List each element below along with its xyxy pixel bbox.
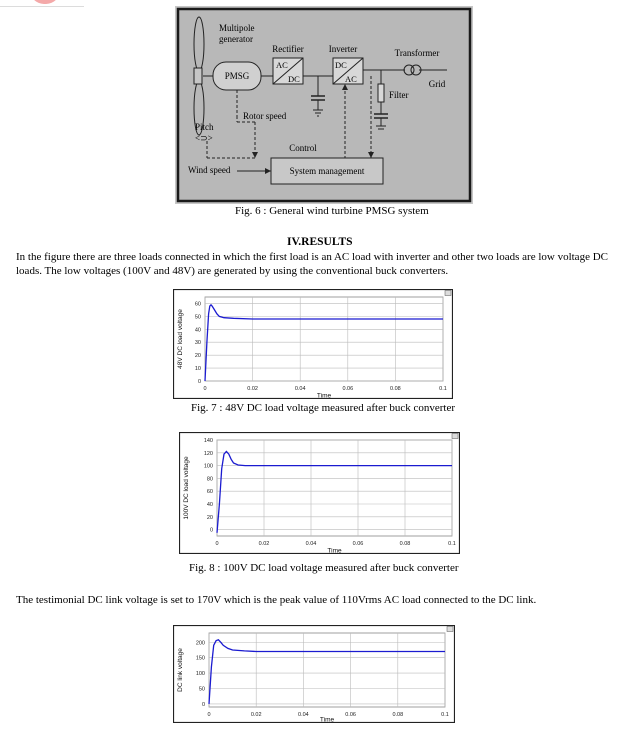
rectifier-ac-label: AC xyxy=(276,60,288,70)
transformer-label: Transformer xyxy=(394,48,440,58)
y-tick-label: 150 xyxy=(195,655,205,662)
y-tick-label: 0 xyxy=(197,379,201,385)
paragraph-dc-link: The testimonial DC link voltage is set to 170V which is the peak value of 110Vrms AC load connected to the DC link. xyxy=(16,594,537,606)
plot-area xyxy=(217,440,452,536)
pmsg-label: PMSG xyxy=(224,71,250,81)
fig7-chart xyxy=(173,289,453,399)
generator-label-line1: Multipole xyxy=(219,23,255,33)
rectifier-label: Rectifier xyxy=(272,44,304,54)
y-tick-label: 140 xyxy=(203,438,213,444)
y-tick-label: 100 xyxy=(195,671,205,678)
inverter-label: Inverter xyxy=(328,44,358,54)
x-axis-label: Time xyxy=(316,392,332,399)
x-tick-label: 0 xyxy=(203,386,207,392)
inverter-ac-label: AC xyxy=(345,74,357,84)
y-tick-label: 10 xyxy=(194,366,201,373)
corner-marker-icon xyxy=(452,434,458,439)
rotor-speed-label: Rotor speed xyxy=(243,111,287,121)
y-tick-label: 20 xyxy=(206,514,213,521)
x-tick-label: 0.04 xyxy=(298,712,309,718)
y-tick-label: 80 xyxy=(206,476,213,483)
y-tick-label: 60 xyxy=(206,489,213,496)
y-tick-label: 120 xyxy=(203,450,213,457)
x-tick-label: 0.08 xyxy=(392,712,404,718)
filter-resistor-icon xyxy=(378,84,384,102)
x-tick-label: 0.02 xyxy=(258,541,270,547)
y-tick-label: 50 xyxy=(198,686,205,693)
fig6-diagram xyxy=(175,6,473,204)
x-tick-label: 0.02 xyxy=(247,386,258,392)
fig6-caption: Fig. 6 : General wind turbine PMSG system xyxy=(235,205,429,217)
pitch-label: Pitch xyxy=(195,122,214,132)
x-tick-label: 0 xyxy=(207,712,211,718)
y-tick-label: 100 xyxy=(203,463,213,470)
grid-label: Grid xyxy=(428,79,446,89)
plot-area xyxy=(205,297,443,381)
x-axis-label: Time xyxy=(327,547,342,554)
x-tick-label: 0.08 xyxy=(399,541,411,547)
x-tick-label: 0.1 xyxy=(448,541,456,547)
plot-area xyxy=(209,633,445,707)
y-tick-label: 40 xyxy=(206,502,213,508)
rectifier-dc-label: DC xyxy=(288,74,300,84)
inverter-dc-label: DC xyxy=(335,60,347,70)
x-tick-label: 0.06 xyxy=(342,386,354,392)
x-axis-label: Time xyxy=(319,716,335,723)
y-tick-label: 50 xyxy=(194,314,201,321)
header-rule xyxy=(0,6,84,7)
generator-label-line2: generator xyxy=(219,34,253,44)
control-label: Control xyxy=(289,143,317,153)
system-management-label: System management xyxy=(289,166,365,176)
fig8-chart xyxy=(179,432,460,554)
y-tick-label: 0 xyxy=(201,701,205,708)
fig9-chart xyxy=(173,625,455,723)
y-tick-label: 20 xyxy=(194,353,201,360)
fig7-caption: Fig. 7 : 48V DC load voltage measured after buck converter xyxy=(191,402,456,414)
y-axis-label: 48V DC load voltage xyxy=(177,309,184,369)
filter-label: Filter xyxy=(389,90,409,100)
x-tick-label: 0.08 xyxy=(390,386,401,392)
y-tick-label: 200 xyxy=(195,640,205,647)
paragraph-results: In the figure there are three loads connected in which the first load is an AC load with inverter and other two loads are low voltage DC loads. The low voltages (100V and 48V) are generated by using the conventional buck converters. xyxy=(16,251,608,277)
x-tick-label: 0.1 xyxy=(439,386,447,392)
x-tick-label: 0.02 xyxy=(250,712,262,718)
x-tick-label: 0.1 xyxy=(441,712,449,718)
y-tick-label: 30 xyxy=(194,340,201,347)
wind-speed-label: Wind speed xyxy=(188,165,231,175)
x-tick-label: 0 xyxy=(215,541,219,547)
x-tick-label: 0.04 xyxy=(294,386,306,392)
y-tick-label: 40 xyxy=(194,327,201,334)
corner-marker-icon xyxy=(447,627,453,632)
y-tick-label: 60 xyxy=(194,301,201,308)
x-tick-label: 0.04 xyxy=(305,541,317,547)
y-tick-label: 0 xyxy=(209,527,213,534)
y-axis-label: 100V DC load voltage xyxy=(183,456,190,520)
y-axis-label: DC link voltage xyxy=(177,648,184,692)
fig8-caption: Fig. 8 : 100V DC load voltage measured after buck converter xyxy=(189,562,459,574)
header-logo-fragment xyxy=(30,0,60,4)
x-tick-label: 0.06 xyxy=(345,712,356,718)
corner-marker-icon xyxy=(445,291,451,296)
x-tick-label: 0.06 xyxy=(352,541,364,547)
pitch-arrows-icon: <⊃> xyxy=(195,133,213,143)
section-heading: IV.RESULTS xyxy=(287,236,353,248)
